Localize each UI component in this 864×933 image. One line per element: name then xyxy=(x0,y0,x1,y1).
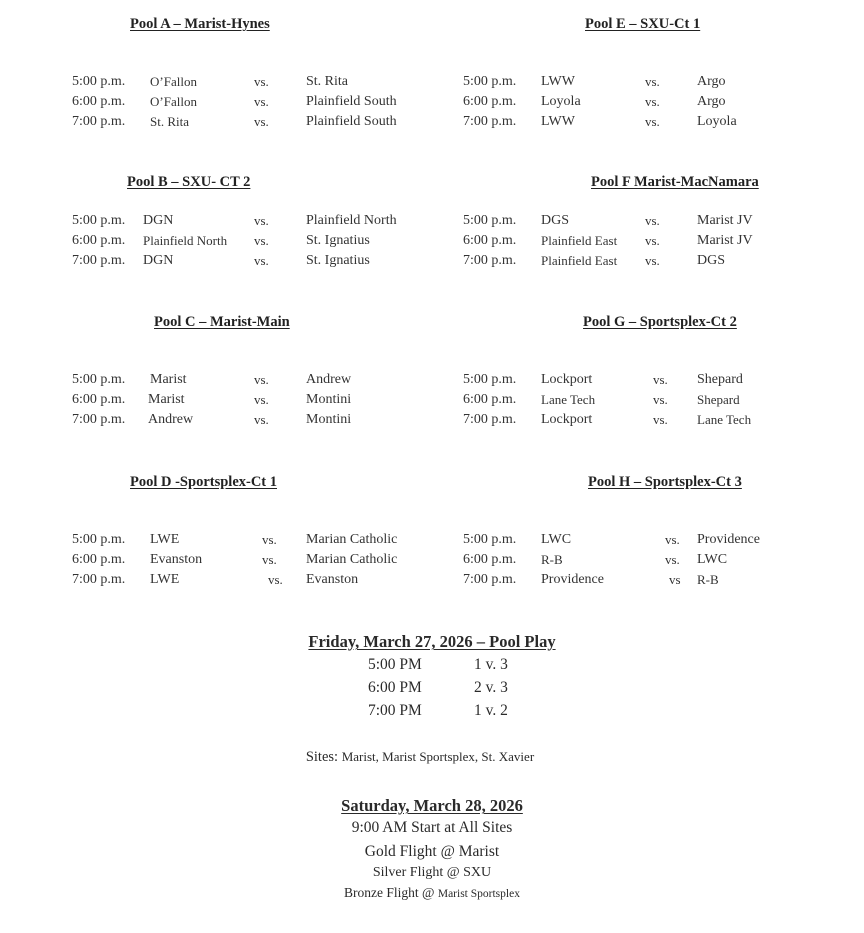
pool-title: Pool B – SXU- CT 2 xyxy=(127,174,251,190)
game-time: 6:00 p.m. xyxy=(72,94,126,109)
game-vs: vs. xyxy=(653,392,668,407)
sites-value: Marist, Marist Sportsplex, St. Xavier xyxy=(341,749,535,764)
game-time: 7:00 p.m. xyxy=(463,114,517,129)
game-home-team: DGN xyxy=(143,253,174,268)
game-time: 7:00 p.m. xyxy=(72,572,126,587)
game-time: 5:00 p.m. xyxy=(72,532,126,547)
game-away-team: Plainfield South xyxy=(306,94,397,109)
game-away-team: Marian Catholic xyxy=(306,532,398,547)
saturday-start: 9:00 AM Start at All Sites xyxy=(351,819,513,836)
game-away-team: St. Rita xyxy=(306,74,349,89)
game-time: 5:00 p.m. xyxy=(463,74,517,89)
friday-title: Friday, March 27, 2026 – Pool Play xyxy=(308,632,556,651)
game-home-team: DGS xyxy=(541,213,570,228)
game-vs: vs. xyxy=(254,412,269,427)
game-vs: vs. xyxy=(653,412,668,427)
game-vs: vs. xyxy=(254,114,269,129)
game-away-team: Loyola xyxy=(697,114,737,129)
game-vs: vs. xyxy=(262,552,277,567)
game-home-team: LWE xyxy=(150,532,180,547)
game-away-team: Plainfield South xyxy=(306,114,397,129)
game-time: 7:00 p.m. xyxy=(72,114,126,129)
game-home-team: LWE xyxy=(150,572,180,587)
game-time: 5:00 p.m. xyxy=(463,213,517,228)
game-away-team: Argo xyxy=(697,94,726,109)
game-home-team: Andrew xyxy=(148,412,194,427)
game-away-team: St. Ignatius xyxy=(306,253,370,268)
game-time: 5:00 p.m. xyxy=(72,372,126,387)
pool-title: Pool E – SXU-Ct 1 xyxy=(585,16,701,32)
game-away-team: LWC xyxy=(697,552,728,567)
game-vs: vs. xyxy=(254,253,269,268)
game-home-team: Plainfield East xyxy=(541,233,618,248)
game-home-team: DGN xyxy=(143,213,174,228)
game-time: 6:00 p.m. xyxy=(72,233,126,248)
sites-label: Sites: xyxy=(305,749,339,765)
friday-sites xyxy=(0,749,852,766)
game-home-team: R-B xyxy=(541,552,563,567)
game-home-team: Lockport xyxy=(541,372,593,387)
game-away-team: Montini xyxy=(306,392,352,407)
game-home-team: LWC xyxy=(541,532,572,547)
pool-title: Pool G – Sportsplex-Ct 2 xyxy=(583,314,737,330)
game-vs: vs. xyxy=(262,532,277,547)
game-home-team: Lockport xyxy=(541,412,593,427)
game-vs: vs. xyxy=(645,74,660,89)
game-away-team: Shepard xyxy=(697,392,740,407)
game-time: 7:00 p.m. xyxy=(72,412,126,427)
friday-matchup: 2 v. 3 xyxy=(474,679,508,696)
game-time: 6:00 p.m. xyxy=(463,233,517,248)
game-time: 7:00 p.m. xyxy=(463,253,517,268)
pool-title: Pool D -Sportsplex-Ct 1 xyxy=(130,474,278,490)
game-home-team: Loyola xyxy=(541,94,581,109)
game-time: 6:00 p.m. xyxy=(72,392,126,407)
pool-title: Pool F Marist-MacNamara xyxy=(591,174,759,190)
game-home-team: Marist xyxy=(148,392,185,407)
game-home-team: Lane Tech xyxy=(541,392,596,407)
game-time: 7:00 p.m. xyxy=(463,572,517,587)
game-home-team: Plainfield East xyxy=(541,253,618,268)
game-vs: vs. xyxy=(665,532,680,547)
game-home-team: Plainfield North xyxy=(143,233,228,248)
friday-matchup: 1 v. 2 xyxy=(474,702,508,719)
friday-time: 7:00 PM xyxy=(368,702,422,719)
game-home-team: Providence xyxy=(541,572,604,587)
game-away-team: Andrew xyxy=(306,372,352,387)
game-home-team: Marist xyxy=(150,372,187,387)
bronze-site: Marist Sportsplex xyxy=(437,888,520,900)
game-home-team: Evanston xyxy=(150,552,203,567)
game-time: 5:00 p.m. xyxy=(463,532,517,547)
game-vs: vs. xyxy=(653,372,668,387)
pool-title: Pool H – Sportsplex-Ct 3 xyxy=(588,474,742,490)
game-away-team: St. Ignatius xyxy=(306,233,370,248)
game-vs: vs. xyxy=(645,94,660,109)
game-away-team: Marist JV xyxy=(697,233,753,248)
game-away-team: Providence xyxy=(697,532,760,547)
game-vs: vs. xyxy=(254,74,269,89)
game-away-team: Plainfield North xyxy=(306,213,397,228)
game-away-team: DGS xyxy=(697,253,726,268)
game-away-team: Lane Tech xyxy=(697,412,752,427)
game-vs: vs. xyxy=(268,572,283,587)
saturday-title: Saturday, March 28, 2026 xyxy=(341,796,523,815)
saturday-silver-flight: Silver Flight @ SXU xyxy=(372,865,492,880)
game-vs: vs. xyxy=(645,213,660,228)
game-home-team: LWW xyxy=(541,74,575,89)
bronze-label: Bronze Flight @ xyxy=(344,885,435,900)
game-vs: vs. xyxy=(645,233,660,248)
game-away-team: Montini xyxy=(306,412,352,427)
game-vs: vs xyxy=(669,572,681,587)
saturday-bronze-flight xyxy=(0,885,864,901)
game-vs: vs. xyxy=(254,392,269,407)
game-home-team: O’Fallon xyxy=(150,94,197,109)
game-vs: vs. xyxy=(254,233,269,248)
game-away-team: R-B xyxy=(697,572,719,587)
game-time: 6:00 p.m. xyxy=(463,552,517,567)
game-home-team: O’Fallon xyxy=(150,74,197,89)
game-time: 6:00 p.m. xyxy=(72,552,126,567)
game-away-team: Argo xyxy=(697,74,726,89)
game-time: 7:00 p.m. xyxy=(72,253,126,268)
friday-time: 6:00 PM xyxy=(368,679,422,696)
game-time: 6:00 p.m. xyxy=(463,94,517,109)
game-away-team: Shepard xyxy=(697,372,743,387)
pool-title: Pool C – Marist-Main xyxy=(154,314,290,330)
game-time: 5:00 p.m. xyxy=(463,372,517,387)
game-time: 5:00 p.m. xyxy=(72,213,126,228)
game-away-team: Marian Catholic xyxy=(306,552,398,567)
game-time: 7:00 p.m. xyxy=(463,412,517,427)
game-home-team: St. Rita xyxy=(150,114,190,129)
game-time: 6:00 p.m. xyxy=(463,392,517,407)
game-time: 5:00 p.m. xyxy=(72,74,126,89)
game-home-team: LWW xyxy=(541,114,575,129)
friday-matchup: 1 v. 3 xyxy=(474,656,508,673)
game-vs: vs. xyxy=(645,253,660,268)
game-vs: vs. xyxy=(254,372,269,387)
game-away-team: Marist JV xyxy=(697,213,753,228)
game-vs: vs. xyxy=(665,552,680,567)
friday-time: 5:00 PM xyxy=(368,656,422,673)
game-vs: vs. xyxy=(254,94,269,109)
pool-title: Pool A – Marist-Hynes xyxy=(130,16,270,32)
game-vs: vs. xyxy=(254,213,269,228)
saturday-gold-flight: Gold Flight @ Marist xyxy=(364,843,500,860)
game-vs: vs. xyxy=(645,114,660,129)
game-away-team: Evanston xyxy=(306,572,359,587)
